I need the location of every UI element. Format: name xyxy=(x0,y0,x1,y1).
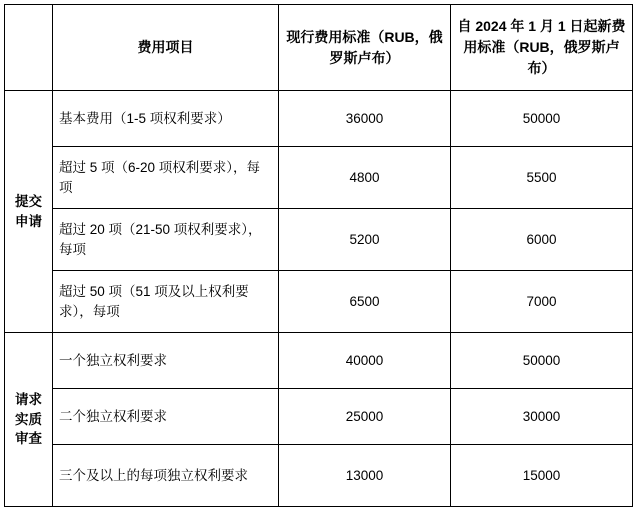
fee-item-name: 二个独立权利要求 xyxy=(53,389,279,445)
fee-new-value: 5500 xyxy=(451,147,633,209)
header-current-fee: 现行费用标准（RUB，俄罗斯卢布） xyxy=(279,5,451,91)
table-row xyxy=(5,271,633,333)
fee-current-value: 4800 xyxy=(279,147,451,209)
fee-new-value: 30000 xyxy=(451,389,633,445)
table-header-row xyxy=(5,5,633,91)
fee-current-value: 6500 xyxy=(279,271,451,333)
table-row xyxy=(5,147,633,209)
table-row xyxy=(5,91,633,147)
fee-item-name: 超过 20 项（21-50 项权利要求），每项 xyxy=(53,209,279,271)
fee-current-value: 40000 xyxy=(279,333,451,389)
fee-item-name: 三个及以上的每项独立权利要求 xyxy=(53,445,279,507)
fee-current-value: 13000 xyxy=(279,445,451,507)
header-item: 费用项目 xyxy=(53,5,279,91)
table-row xyxy=(5,209,633,271)
group-label-substantive-examination-text: 请求实质审查 xyxy=(15,392,42,447)
table-row xyxy=(5,445,633,507)
table-row xyxy=(5,333,633,389)
fee-new-value: 6000 xyxy=(451,209,633,271)
fee-new-value: 7000 xyxy=(451,271,633,333)
fee-new-value: 15000 xyxy=(451,445,633,507)
fee-current-value: 25000 xyxy=(279,389,451,445)
header-new-fee: 自 2024 年 1 月 1 日起新费用标准（RUB，俄罗斯卢布） xyxy=(451,5,633,91)
fee-standards-table xyxy=(4,4,633,507)
fee-current-value: 5200 xyxy=(279,209,451,271)
fee-item-name: 基本费用（1-5 项权利要求） xyxy=(53,91,279,147)
fee-new-value: 50000 xyxy=(451,333,633,389)
group-label-substantive-examination xyxy=(5,333,53,507)
group-label-filing-text: 提交申请 xyxy=(15,193,42,229)
table-row xyxy=(5,389,633,445)
fee-current-value: 36000 xyxy=(279,91,451,147)
document-page xyxy=(0,4,636,528)
fee-item-name: 超过 5 项（6-20 项权利要求），每项 xyxy=(53,147,279,209)
group-label-filing xyxy=(5,91,53,333)
header-blank-cell xyxy=(5,5,53,91)
fee-item-name: 一个独立权利要求 xyxy=(53,333,279,389)
fee-new-value: 50000 xyxy=(451,91,633,147)
fee-item-name: 超过 50 项（51 项及以上权利要求），每项 xyxy=(53,271,279,333)
